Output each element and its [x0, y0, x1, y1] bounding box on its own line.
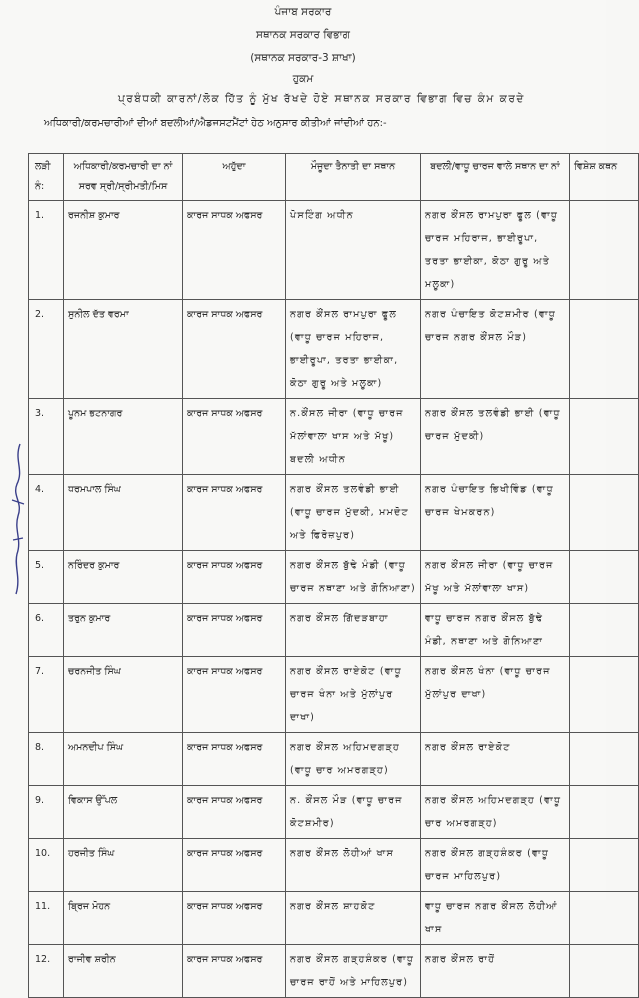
row-name: ਅਮਨਦੀਪ ਸਿੰਘ: [64, 733, 183, 786]
margin-signature: [8, 440, 28, 600]
row-transfer-place: ਨਗਰ ਕੌਂਸਲ ਅਹਿਮਦਗੜ੍ਹ (ਵਾਧੂ ਚਾਰ ਅਮਰਗੜ੍ਹ): [421, 786, 570, 839]
row-name: ਬ੍ਰਿਜ ਮੋਹਨ: [64, 892, 183, 945]
row-name: ਵਿਕਾਸ ਉੱਪਲ: [64, 786, 183, 839]
row-current-posting: ਨ. ਕੌਂਸਲ ਮੌੜ (ਵਾਧੂ ਚਾਰਜ ਕੋਟਸ਼ਮੀਰ): [286, 786, 421, 839]
row-name: ਪੂਨਮ ਭਟਨਾਗਰ: [64, 399, 183, 475]
col-header-sno: ਲੜੀ ਨੰ:: [29, 154, 64, 201]
row-current-posting: ਨਗਰ ਕੌਂਸਲ ਰਾਮਪੁਰਾ ਫੂਲ (ਵਾਧੂ ਚਾਰਜ ਮਹਿਰਾਜ, ਭਾਈਰੂਪਾ, ਤਰਤਾ ਭਾਈਕਾ, ਕੋਠਾ ਗੁਰੂ ਅਤੇ ਮਲੂਕਾ): [286, 300, 421, 399]
row-current-posting: ਨਗਰ ਕੌਂਸਲ ਰਾਏਕੋਟ (ਵਾਧੂ ਚਾਰਜ ਖੰਨਾ ਅਤੇ ਮੁੱਲਾਂਪੁਰ ਦਾਖਾ): [286, 657, 421, 733]
row-name: ਰਾਜੀਵ ਸ਼ਰੀਨ: [64, 945, 183, 998]
row-remarks: [570, 201, 639, 300]
row-sno: 5.: [29, 551, 64, 604]
row-remarks: [570, 786, 639, 839]
row-sno: 7.: [29, 657, 64, 733]
row-sno: 3.: [29, 399, 64, 475]
row-remarks: [570, 839, 639, 892]
row-remarks: [570, 551, 639, 604]
table-row: [29, 551, 639, 604]
col-header-remarks: ਵਿਸ਼ੇਸ਼ ਕਥਨ: [570, 154, 639, 201]
col-header-current: ਮੌਜੂਦਾ ਤੈਨਾਤੀ ਦਾ ਸਥਾਨ: [286, 154, 421, 201]
row-name: ਨਰਿੰਦਰ ਕੁਮਾਰ: [64, 551, 183, 604]
row-post: ਕਾਰਜ ਸਾਧਕ ਅਫਸਰ: [183, 475, 286, 551]
row-current-posting: ਨਗਰ ਕੌਂਸਲ ਗਿੱਦੜਬਾਹਾ: [286, 604, 421, 657]
row-current-posting: ਨਗਰ ਕੌਂਸਲ ਤਲਵੰਡੀ ਭਾਈ (ਵਾਧੂ ਚਾਰਜ ਮੁੱਦਕੀ, ਮਮਦੋਟ ਅਤੇ ਫਿਰੋਜ਼ਪੁਰ): [286, 475, 421, 551]
table-row: [29, 786, 639, 839]
row-transfer-place: ਨਗਰ ਕੌਂਸਲ ਤਲਵੰਡੀ ਭਾਈ (ਵਾਧੂ ਚਾਰਜ ਮੁੱਦਕੀ): [421, 399, 570, 475]
row-post: ਕਾਰਜ ਸਾਧਕ ਅਫਸਰ: [183, 551, 286, 604]
table-row: [29, 604, 639, 657]
table-row: [29, 475, 639, 551]
row-sno: 4.: [29, 475, 64, 551]
row-remarks: [570, 475, 639, 551]
table-row: [29, 892, 639, 945]
row-name: ਰਜਨੀਸ਼ ਕੁਮਾਰ: [64, 201, 183, 300]
row-current-posting: ਨਗਰ ਕੌਂਸਲ ਅਹਿਮਦਗੜ੍ਹ (ਵਾਧੂ ਚਾਰ ਅਮਰਗੜ੍ਹ): [286, 733, 421, 786]
row-current-posting: ਪੋਸਟਿੰਗ ਅਧੀਨ: [286, 201, 421, 300]
transfer-table: [28, 153, 639, 998]
intro-line-2: ਅਧਿਕਾਰੀ/ਕਰਮਚਾਰੀਆਂ ਦੀਆਂ ਬਦਲੀਆਂ/ਐਡਜਸਟਮੈਂਟਾਂ ਹੇਠ ਅਨੁਸਾਰ ਕੀਤੀਆਂ ਜਾਂਦੀਆਂ ਹਨ:-: [44, 118, 387, 129]
row-current-posting: ਨਗਰ ਕੌਂਸਲ ਗੜ੍ਹਸ਼ੰਕਰ (ਵਾਧੂ ਚਾਰਜ ਰਾਹੋਂ ਅਤੇ ਮਾਹਿਲਪੁਰ): [286, 945, 421, 998]
table-header-row: [29, 154, 639, 201]
row-transfer-place: ਨਗਰ ਕੌਂਸਲ ਗੜ੍ਹਸ਼ੰਕਰ (ਵਾਧੂ ਚਾਰਜ ਮਾਹਿਲਪੁਰ): [421, 839, 570, 892]
header-government: ਪੰਜਾਬ ਸਰਕਾਰ: [274, 6, 332, 18]
row-current-posting: ਨ.ਕੌਂਸਲ ਜੀਰਾ (ਵਾਧੂ ਚਾਰਜ ਮੱਲਾਂਵਾਲਾ ਖਾਸ ਅਤੇ ਮੱਖੂ) ਬਦਲੀ ਅਧੀਨ: [286, 399, 421, 475]
table-row: [29, 945, 639, 998]
header-order: ਹੁਕਮ: [292, 73, 314, 85]
row-sno: 1.: [29, 201, 64, 300]
row-remarks: [570, 733, 639, 786]
table-row: [29, 300, 639, 399]
row-transfer-place: ਨਗਰ ਪੰਚਾਇਤ ਭਿਖੀਵਿੰਡ (ਵਾਧੂ ਚਾਰਜ ਖੇਮਕਰਨ): [421, 475, 570, 551]
table-row: [29, 201, 639, 300]
row-sno: 9.: [29, 786, 64, 839]
row-sno: 10.: [29, 839, 64, 892]
row-post: ਕਾਰਜ ਸਾਧਕ ਅਫਸਰ: [183, 945, 286, 998]
row-current-posting: ਨਗਰ ਕੌਂਸਲ ਲੋਹੀਆਂ ਖਾਸ: [286, 839, 421, 892]
row-current-posting: ਨਗਰ ਕੌਂਸਲ ਬੁੱਢੇ ਮੰਡੀ (ਵਾਧੂ ਚਾਰਜ ਨਥਾਣਾ ਅਤੇ ਗੋਨਿਆਣਾ): [286, 551, 421, 604]
row-post: ਕਾਰਜ ਸਾਧਕ ਅਫਸਰ: [183, 399, 286, 475]
row-name: ਤਰੁਨ ਕੁਮਾਰ: [64, 604, 183, 657]
row-remarks: [570, 892, 639, 945]
row-remarks: [570, 604, 639, 657]
row-transfer-place: ਨਗਰ ਕੌਂਸਲ ਖੰਨਾ (ਵਾਧੂ ਚਾਰਜ ਮੁੱਲਾਂਪੁਰ ਦਾਖਾ): [421, 657, 570, 733]
intro-line-1: ਪ੍ਰਬੰਧਕੀ ਕਾਰਨਾਂ/ਲੋਕ ਹਿੱਤ ਨੂੰ ਮੁੱਖ ਰੱਖਦੇ ਹੋਏ ਸਥਾਨਕ ਸਰਕਾਰ ਵਿਭਾਗ ਵਿਚ ਕੰਮ ਕਰਦੇ: [118, 93, 525, 105]
table-row: [29, 657, 639, 733]
row-sno: 11.: [29, 892, 64, 945]
row-post: ਕਾਰਜ ਸਾਧਕ ਅਫਸਰ: [183, 839, 286, 892]
header-branch: (ਸਥਾਨਕ ਸਰਕਾਰ-3 ਸ਼ਾਖਾ): [250, 52, 356, 64]
col-header-post: ਅਹੁੱਦਾ: [183, 154, 286, 201]
row-transfer-place: ਨਗਰ ਕੌਂਸਲ ਰਾਹੋਂ: [421, 945, 570, 998]
row-transfer-place: ਵਾਧੂ ਚਾਰਜ ਨਗਰ ਕੌਂਸਲ ਲੋਹੀਆਂ ਖਾਸ: [421, 892, 570, 945]
row-transfer-place: ਨਗਰ ਪੰਚਾਇਤ ਕੋਟਸ਼ਮੀਰ (ਵਾਧੂ ਚਾਰਜ ਨਗਰ ਕੌਂਸਲ ਮੌੜ): [421, 300, 570, 399]
table-row: [29, 839, 639, 892]
row-post: ਕਾਰਜ ਸਾਧਕ ਅਫਸਰ: [183, 657, 286, 733]
row-name: ਧਰਮਪਾਲ ਸਿੰਘ: [64, 475, 183, 551]
row-transfer-place: ਨਗਰ ਕੌਂਸਲ ਜੀਰਾ (ਵਾਧੂ ਚਾਰਜ ਮੱਖੂ ਅਤੇ ਮੱਲਾਂਵਾਲਾ ਖਾਸ): [421, 551, 570, 604]
row-transfer-place: ਵਾਧੂ ਚਾਰਜ ਨਗਰ ਕੌਂਸਲ ਬੁੱਢੇ ਮੰਡੀ, ਨਥਾਣਾ ਅਤੇ ਗੋਨਿਆਣਾ: [421, 604, 570, 657]
row-name: ਚਰਨਜੀਤ ਸਿੰਘ: [64, 657, 183, 733]
row-current-posting: ਨਗਰ ਕੌਂਸਲ ਸ਼ਾਹਕੋਟ: [286, 892, 421, 945]
row-remarks: [570, 300, 639, 399]
row-remarks: [570, 399, 639, 475]
row-post: ਕਾਰਜ ਸਾਧਕ ਅਫਸਰ: [183, 733, 286, 786]
table-row: [29, 733, 639, 786]
row-post: ਕਾਰਜ ਸਾਧਕ ਅਫਸਰ: [183, 786, 286, 839]
row-name: ਹਰਜੀਤ ਸਿੰਘ: [64, 839, 183, 892]
row-sno: 12.: [29, 945, 64, 998]
table-row: [29, 399, 639, 475]
col-header-transfer: ਬਦਲੀ/ਵਾਧੂ ਚਾਰਜ ਵਾਲੇ ਸਥਾਨ ਦਾ ਨਾਂ: [421, 154, 570, 201]
row-post: ਕਾਰਜ ਸਾਧਕ ਅਫਸਰ: [183, 892, 286, 945]
col-header-name: ਅਧਿਕਾਰੀ/ਕਰਮਚਾਰੀ ਦਾ ਨਾਂ ਸਰਵ ਸ੍ਰੀ/ਸ੍ਰੀਮਤੀ/ਮਿਸ: [64, 154, 183, 201]
row-name: ਸੁਨੀਲ ਦੱਤ ਵਰਮਾ: [64, 300, 183, 399]
row-sno: 2.: [29, 300, 64, 399]
row-post: ਕਾਰਜ ਸਾਧਕ ਅਫਸਰ: [183, 201, 286, 300]
row-transfer-place: ਨਗਰ ਕੌਂਸਲ ਰਾਏਕੋਟ: [421, 733, 570, 786]
header-department: ਸਥਾਨਕ ਸਰਕਾਰ ਵਿਭਾਗ: [256, 29, 350, 41]
row-post: ਕਾਰਜ ਸਾਧਕ ਅਫਸਰ: [183, 300, 286, 399]
row-remarks: [570, 657, 639, 733]
row-post: ਕਾਰਜ ਸਾਧਕ ਅਫਸਰ: [183, 604, 286, 657]
row-transfer-place: ਨਗਰ ਕੌਂਸਲ ਰਾਮਪੁਰਾ ਫੂਲ (ਵਾਧੂ ਚਾਰਜ ਮਹਿਰਾਜ, ਭਾਈਰੂਪਾ, ਤਰਤਾ ਭਾਈਕਾ, ਕੋਠਾ ਗੁਰੂ ਅਤੇ ਮਲੂਕਾ): [421, 201, 570, 300]
row-sno: 8.: [29, 733, 64, 786]
row-remarks: [570, 945, 639, 998]
row-sno: 6.: [29, 604, 64, 657]
